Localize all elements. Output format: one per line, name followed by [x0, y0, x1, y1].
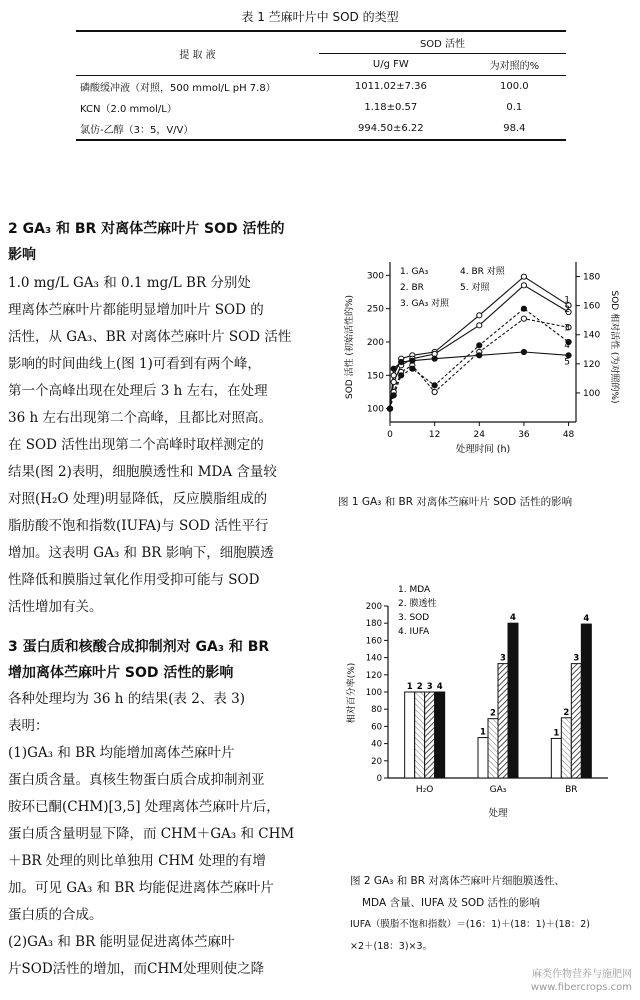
- fig2-bar-label: 3: [573, 653, 580, 664]
- fig1-y-tick-label: 150: [366, 371, 384, 382]
- fig2-bar: [581, 624, 591, 778]
- text-line: 蛋白质含量明显下降，而 CHM＋GA₃ 和 CHM: [8, 826, 295, 842]
- fig2-bar: [415, 692, 425, 778]
- fig1-y2-tick-label: 120: [583, 359, 601, 370]
- fig2-category-label: GA₃: [489, 785, 507, 795]
- text-line: 性降低和膜脂过氧化作用受抑可能与 SOD: [8, 572, 260, 588]
- fig1-legend-item: 5. 对照: [460, 283, 490, 293]
- fig1-series-line-5: [390, 352, 569, 409]
- fig1-point: [521, 306, 526, 311]
- fig1-series-end-label: 4: [564, 341, 570, 351]
- section-2-heading-line: 影响: [8, 247, 36, 263]
- table-1-cell: 100.0: [500, 81, 529, 92]
- section-2-heading: [8, 216, 320, 268]
- fig1-point: [391, 379, 396, 384]
- fig2-y-tick-label: 20: [371, 756, 382, 767]
- fig1-ylabel-left: SOD 活性 (初始活性的%): [345, 294, 355, 400]
- fig1-series-end-label: 2: [564, 305, 570, 315]
- fig2-bar: [405, 692, 415, 778]
- fig1-y-tick-label: 300: [366, 271, 384, 282]
- fig1-point: [477, 313, 482, 318]
- figure-1-chart: [338, 252, 628, 472]
- text-line: 影响的时间曲线上(图 1)可看到有两个峰，: [8, 356, 261, 372]
- table-1-header-group: SOD 活性: [319, 31, 566, 54]
- fig2-bar: [478, 738, 488, 778]
- fig1-point: [521, 283, 526, 288]
- fig2-bar-label: 2: [563, 707, 570, 718]
- fig1-x-tick-label: 24: [473, 430, 486, 440]
- fig2-category-label: BR: [565, 785, 578, 795]
- watermark-line: www.fibercrops.com: [530, 982, 632, 993]
- fig1-point: [477, 343, 482, 348]
- fig2-bar-label: 3: [426, 682, 433, 692]
- watermark: [531, 968, 632, 994]
- fig2-y-tick-label: 60: [371, 722, 382, 733]
- fig2-bar-label: 2: [490, 708, 496, 719]
- fig1-point: [432, 383, 437, 388]
- section-3-body: [8, 686, 320, 983]
- fig2-bar-label: 2: [416, 682, 423, 692]
- fig2-legend-item: 4. IUFA: [398, 627, 430, 637]
- fig1-x-tick-label: 0: [387, 430, 393, 440]
- text-line: ＋BR 处理的则比单独用 CHM 处理的有增: [8, 853, 266, 869]
- fig2-ylabel: 相对百分率(%): [347, 662, 357, 724]
- fig1-point: [399, 359, 404, 364]
- fig1-ylabel-right: SOD 相对活性 (为对照的%): [609, 290, 619, 404]
- table-1-row-label: 氯仿-乙醇（3：5，V/V）: [80, 125, 194, 136]
- fig1-xlabel: 处理时间 (h): [455, 444, 511, 455]
- fig1-point: [477, 353, 482, 358]
- fig2-bar: [551, 738, 561, 778]
- fig1-x-tick-label: 36: [518, 430, 530, 440]
- fig1-x-tick-label: 48: [562, 430, 575, 440]
- fig1-x-tick-label: 12: [428, 430, 441, 440]
- fig1-legend-item: 1. GA₃: [400, 267, 429, 277]
- fig2-bar: [561, 718, 571, 778]
- fig2-legend-item: 1. MDA: [398, 585, 431, 595]
- fig2-legend-item: 2. 膜透性: [398, 599, 437, 609]
- text-line: 增加。这表明 GA₃ 和 BR 影响下，细胞膜透: [8, 545, 274, 561]
- fig2-y-tick-label: 180: [365, 619, 382, 630]
- text-line: 36 h 左右出现第二个高峰，且都比对照高。: [8, 410, 272, 426]
- fig1-point: [391, 366, 396, 371]
- figure-1-caption: 图 1 GA₃ 和 BR 对离体苎麻叶片 SOD 活性的影响: [338, 496, 573, 508]
- table-1-header-left: 提 取 液: [76, 31, 319, 76]
- section-3-heading-line: 增加离体苎麻叶片 SOD 活性的影响: [8, 665, 234, 681]
- fig1-series-end-label: 3: [564, 323, 570, 334]
- fig2-y-tick-label: 140: [365, 653, 382, 664]
- fig2-bar: [498, 664, 508, 778]
- fig2-y-tick-label: 200: [365, 602, 382, 612]
- fig1-point: [521, 316, 526, 321]
- fig1-y-tick-label: 250: [366, 304, 384, 315]
- table-1-cell: 994.50±6.22: [358, 123, 424, 134]
- table-1-cell: 1011.02±7.36: [354, 81, 427, 92]
- fig1-y2-tick-label: 100: [583, 388, 601, 399]
- section-2-body: [8, 270, 320, 621]
- table-1-row-label: 磷酸缓冲液（对照，500 mmol/L pH 7.8）: [80, 83, 276, 94]
- fig1-series-end-label: 5: [564, 357, 570, 368]
- text-line: 蛋白质含量。真核生物蛋白质合成抑制剂亚: [8, 772, 265, 788]
- text-line: 在 SOD 活性出现第二个高峰时取样测定的: [8, 437, 264, 453]
- table-1-cell: 98.4: [503, 123, 526, 134]
- fig1-series-end-label: 1: [564, 295, 570, 306]
- section-3-heading: [8, 634, 320, 686]
- fig1-point: [391, 393, 396, 398]
- text-line: 脂肪酸不饱和指数(IUFA)与 SOD 活性平行: [8, 518, 269, 534]
- text-line: 胺环已酮(CHM)[3,5] 处理离体苎麻叶片后，: [8, 799, 280, 815]
- table-1-caption: 表 1 苎麻叶片中 SOD 的类型: [241, 10, 399, 24]
- section-2-heading-line: 2 GA₃ 和 BR 对离体苎麻叶片 SOD 活性的: [8, 221, 285, 237]
- fig2-y-tick-label: 100: [365, 688, 382, 698]
- watermark-line: 麻类作物营养与施肥网: [532, 969, 632, 980]
- fig2-bar-label: 1: [480, 727, 486, 738]
- fig2-y-tick-label: 0: [376, 774, 382, 784]
- fig1-point: [432, 389, 437, 394]
- table-1-row-label: KCN（2.0 mmol/L）: [80, 104, 177, 115]
- text-line: 片SOD活性的增加，而CHM处理则使之降: [8, 961, 265, 977]
- fig1-point: [391, 373, 396, 378]
- text-line: 各种处理均为 36 h 的结果(表 2、表 3): [8, 691, 246, 707]
- fig2-y-tick-label: 160: [365, 636, 382, 647]
- fig2-caption-line: 图 2 GA₃ 和 BR 对离体苎麻叶片细胞膜透性、: [350, 875, 565, 887]
- text-line: (2)GA₃ 和 BR 能明显促进离体苎麻叶: [8, 934, 235, 950]
- text-line: 第一个高峰出现在处理后 3 h 左右，在处理: [8, 383, 268, 399]
- table-1: [76, 30, 566, 141]
- fig2-bar: [425, 692, 435, 778]
- fig1-legend-item: 4. BR 对照: [460, 267, 505, 277]
- fig2-caption-line: ×2＋(18：3)×3。: [350, 941, 433, 952]
- fig1-point: [477, 323, 482, 328]
- fig1-legend-item: 2. BR: [400, 283, 424, 293]
- fig1-point: [521, 349, 526, 354]
- fig2-bar-label: 4: [583, 614, 590, 625]
- fig1-y-tick-label: 100: [366, 404, 384, 415]
- fig2-category-label: H₂O: [415, 785, 434, 795]
- fig2-bar-label: 1: [406, 682, 413, 692]
- fig2-bar: [571, 664, 581, 778]
- fig1-y-tick-label: 200: [366, 338, 384, 348]
- text-line: 1.0 mg/L GA₃ 和 0.1 mg/L BR 分别处: [8, 275, 251, 291]
- text-line: (1)GA₃ 和 BR 均能增加离体苎麻叶片: [8, 745, 235, 761]
- text-line: 蛋白质的合成。: [8, 907, 103, 923]
- section-3-heading-line: 3 蛋白质和核酸合成抑制剂对 GA₃ 和 BR: [8, 639, 270, 655]
- fig2-bar-label: 1: [553, 728, 560, 739]
- table-1-cell: 1.18±0.57: [364, 102, 418, 113]
- fig1-point: [410, 358, 415, 363]
- fig2-bar: [508, 623, 518, 778]
- text-line: 对照(H₂O 处理)明显降低，反应膜脂组成的: [8, 491, 268, 507]
- text-line: 表明：: [8, 718, 49, 734]
- fig2-bar-label: 3: [500, 653, 506, 664]
- fig2-bar: [435, 692, 445, 778]
- figure-2-caption: [350, 870, 630, 958]
- fig2-legend-item: 3. SOD: [398, 613, 430, 623]
- fig1-series-line-3: [390, 319, 569, 409]
- fig1-y2-tick-label: 160: [583, 301, 601, 312]
- fig2-y-tick-label: 40: [371, 739, 382, 750]
- fig1-point: [387, 406, 392, 411]
- text-line: 活性增加有关。: [8, 599, 103, 615]
- fig1-point: [399, 373, 404, 378]
- fig2-caption-line: MDA 含量、IUFA 及 SOD 活性的影响: [362, 897, 541, 909]
- table-1-col2: 为对照的%: [489, 61, 540, 72]
- fig1-legend-item: 3. GA₃ 对照: [400, 299, 450, 309]
- fig2-xlabel: 处理: [488, 808, 508, 819]
- fig2-bar: [488, 719, 498, 778]
- fig1-point: [432, 356, 437, 361]
- fig2-caption-line: IUFA（膜脂不饱和指数）＝(16：1)＋(18：1)＋(18：2): [350, 919, 590, 930]
- text-line: 活性，从 GA₃、BR 对离体苎麻叶片 SOD 活性: [8, 329, 292, 345]
- fig2-y-tick-label: 120: [365, 670, 382, 681]
- fig1-point: [521, 274, 526, 279]
- text-line: 加。可见 GA₃ 和 BR 均能促进离体苎麻叶片: [8, 880, 274, 896]
- fig2-y-tick-label: 80: [371, 705, 382, 716]
- fig1-y2-tick-label: 140: [583, 330, 601, 341]
- text-line: 理离体苎麻叶片都能明显增加叶片 SOD 的: [8, 302, 264, 318]
- fig1-y2-tick-label: 180: [583, 272, 601, 283]
- table-1-col1: U/g FW: [372, 59, 409, 70]
- fig1-point: [410, 366, 415, 371]
- table-1-cell: 0.1: [506, 102, 523, 113]
- fig2-bar-label: 4: [510, 613, 516, 624]
- fig2-bar-label: 4: [436, 682, 443, 692]
- figure-2-chart: [340, 578, 620, 828]
- text-line: 结果(图 2)表明，细胞膜透性和 MDA 含量较: [8, 464, 277, 480]
